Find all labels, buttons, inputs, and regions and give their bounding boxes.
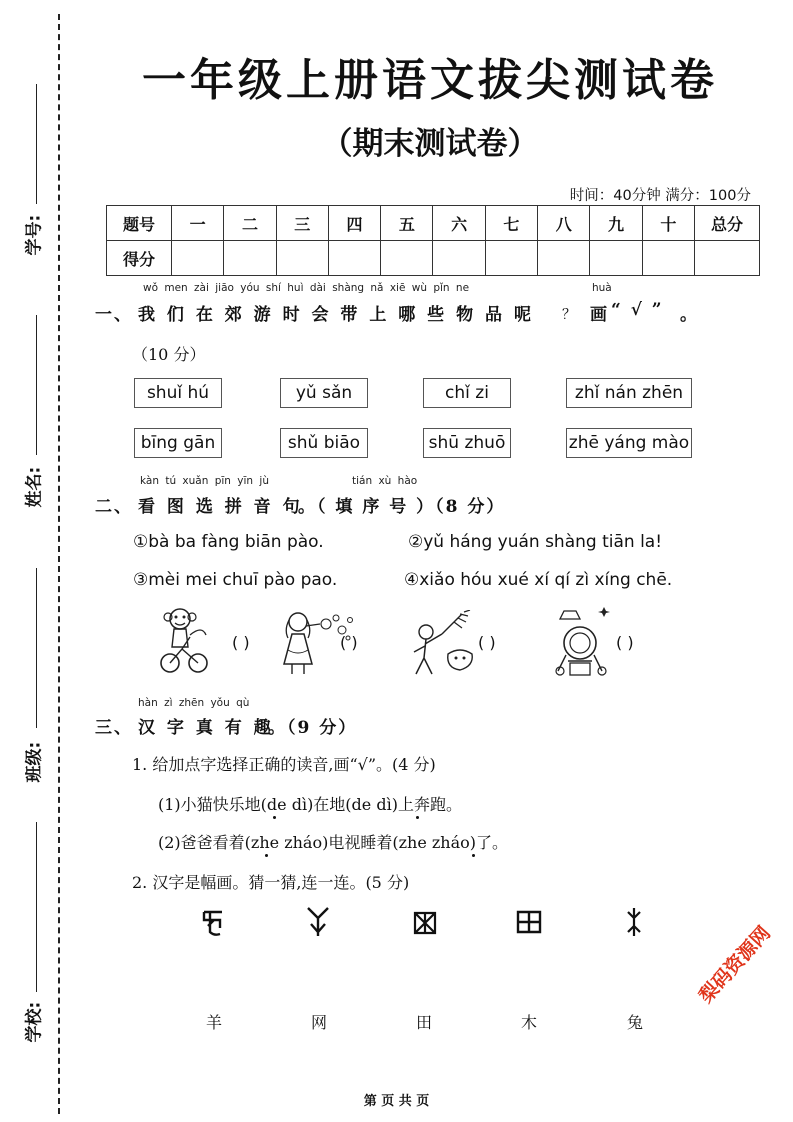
class-line (36, 568, 37, 728)
q3-line1: (1)小猫快乐地(de dì)在地(de dì)上奔跑。 (158, 795, 462, 814)
q2-answer-blank[interactable]: ( ) (232, 633, 250, 652)
page-title: 一年级上册语文拔尖测试卷 (142, 55, 718, 106)
firecracker-picture (408, 610, 480, 678)
q3-sub1: 1. 给加点字选择正确的读音,画“√”。(4 分) (132, 755, 436, 774)
score-cell[interactable] (224, 241, 276, 276)
q2-sentence: ①bà ba fàng biān pào. (133, 532, 324, 552)
q1-option-box[interactable]: zhǐ nán zhēn (566, 378, 692, 408)
q1-option-box[interactable]: shū zhuō (423, 428, 511, 458)
score-col: 二 (224, 206, 276, 241)
score-table (106, 205, 760, 276)
exam-info: 时间：40分钟 满分：100分 (569, 188, 751, 204)
student-id-label: 学号: (24, 214, 45, 256)
q1-text: 我 们 在 郊 游 时 会 带 上 哪 些 物 品 呢 (138, 305, 533, 325)
score-cell[interactable] (538, 241, 590, 276)
q3-tail: 。（9 分） (268, 718, 358, 738)
modern-character: 田 (416, 1013, 433, 1032)
q1-hua: 画 (590, 305, 609, 325)
q1-option-box[interactable]: bīng gān (134, 428, 222, 458)
ancient-character-tree-icon (624, 906, 644, 938)
name-line (36, 315, 37, 455)
class-label: 班级: (24, 741, 45, 783)
score-col: 六 (433, 206, 485, 241)
score-col: 九 (590, 206, 642, 241)
page-subtitle: （期末测试卷） (321, 126, 539, 162)
emphasis-dot (472, 854, 475, 857)
score-row-label: 得分 (107, 241, 172, 276)
score-col: 八 (538, 206, 590, 241)
modern-character: 羊 (206, 1013, 223, 1032)
score-col: 七 (485, 206, 537, 241)
q3-number: 三、 (95, 718, 133, 738)
page-footer: 第 页 共 页 (363, 1094, 430, 1109)
q3-text: 汉 字 真 有 趣 (138, 718, 273, 738)
q1-period: 。 (680, 305, 699, 325)
student-id-line (36, 84, 37, 204)
modern-character: 网 (311, 1013, 328, 1032)
emphasis-dot (265, 854, 268, 857)
emphasis-dot (416, 816, 419, 819)
q1-pinyin: wǒ men zài jiāo yóu shí huì dài shàng nǎ xiē wù pǐn ne (143, 282, 470, 294)
q2-sentence: ②yǔ háng yuán shàng tiān la! (408, 532, 663, 552)
score-cell[interactable] (590, 241, 642, 276)
ancient-character-sheep-icon (305, 906, 331, 938)
name-label: 姓名: (24, 466, 45, 508)
q2-number: 二、 (95, 497, 133, 517)
q2-answer-blank[interactable]: ( ) (478, 633, 496, 652)
q3-line2: (2)爸爸看着(zhe zháo)电视睡着(zhe zháo)了。 (158, 833, 509, 852)
q2-text: 看 图 选 拼 音 句 (138, 497, 302, 517)
q2-pinyin-2: tián xù hào (352, 475, 418, 487)
watermark: 梨码资源网 (694, 922, 775, 1008)
q1-points: （10 分） (132, 345, 206, 364)
modern-character: 兔 (627, 1013, 644, 1032)
score-col: 四 (328, 206, 380, 241)
q2-tail: 。（ 填 序 号 ）（8 分） (298, 497, 506, 517)
score-cell[interactable] (485, 241, 537, 276)
q2-sentence: ④xiǎo hóu xué xí qí zì xíng chē. (404, 570, 673, 590)
binding-dashed-line (58, 14, 60, 1114)
q2-answer-blank[interactable]: ( ) (340, 633, 358, 652)
score-table-header-row (107, 206, 760, 241)
q1-option-box[interactable]: shǔ biāo (280, 428, 368, 458)
score-col: 五 (381, 206, 433, 241)
score-col: 一 (172, 206, 224, 241)
q1-option-box[interactable]: yǔ sǎn (280, 378, 368, 408)
modern-character: 木 (521, 1013, 538, 1032)
emphasis-dot (273, 816, 276, 819)
q3-pinyin: hàn zì zhēn yǒu qù (138, 697, 250, 709)
q1-check-mark: “ √ ” (611, 300, 664, 320)
score-cell[interactable] (172, 241, 224, 276)
score-table-header-label: 题号 (107, 206, 172, 241)
score-col-total: 总分 (695, 206, 760, 241)
monkey-bicycle-picture (160, 605, 212, 675)
school-label: 学校: (24, 1001, 45, 1043)
q3-sub2: 2. 汉字是幅画。猜一猜,连一连。(5 分) (132, 873, 410, 892)
q1-option-box[interactable]: chǐ zi (423, 378, 511, 408)
score-cell[interactable] (328, 241, 380, 276)
score-table-score-row (107, 241, 760, 276)
score-cell[interactable] (695, 241, 760, 276)
ancient-character-rabbit-icon (200, 908, 226, 938)
score-cell[interactable] (433, 241, 485, 276)
q1-number: 一、 (95, 305, 133, 325)
q1-option-box[interactable]: zhē yáng mào (566, 428, 692, 458)
q2-sentence: ③mèi mei chuī pào pao. (133, 570, 338, 590)
score-cell[interactable] (642, 241, 694, 276)
score-cell[interactable] (276, 241, 328, 276)
school-line (36, 822, 37, 992)
q1-option-box[interactable]: shuǐ hú (134, 378, 222, 408)
q2-pinyin: kàn tú xuǎn pīn yīn jù (140, 475, 269, 487)
q1-pinyin-hua: huà (592, 282, 612, 294)
score-col: 十 (642, 206, 694, 241)
score-cell[interactable] (381, 241, 433, 276)
q1-question-mark: ？ (562, 307, 576, 323)
q2-answer-blank[interactable]: ( ) (616, 633, 634, 652)
ancient-character-field-icon (516, 910, 542, 934)
astronaut-picture (550, 605, 616, 679)
ancient-character-net-icon (412, 910, 438, 936)
score-col: 三 (276, 206, 328, 241)
